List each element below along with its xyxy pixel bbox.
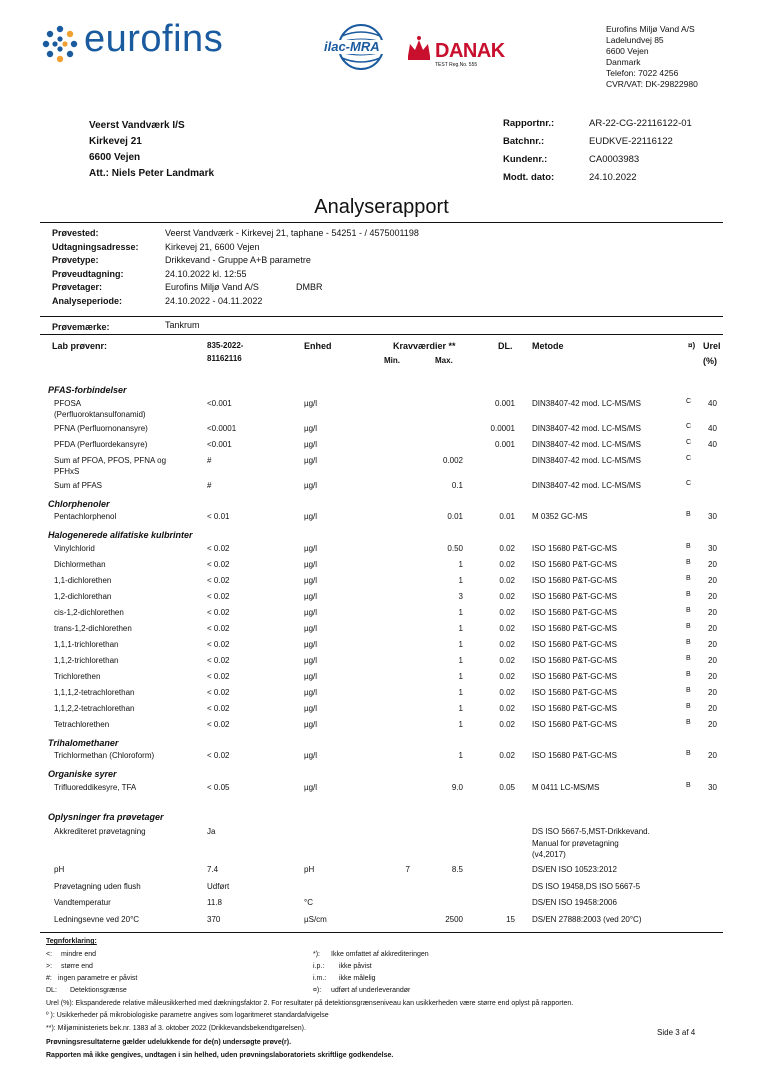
param-dl: 0.02 <box>499 687 515 697</box>
param-result: < 0.02 <box>207 671 230 681</box>
param-result: # <box>207 455 212 465</box>
param-flag: B <box>686 622 691 630</box>
param-urel: 20 <box>708 639 717 649</box>
legend-sym: i.p.: <box>313 963 325 970</box>
param-name: Vinylchlorid <box>54 543 95 553</box>
param-name: cis-1,2-dichlorethen <box>54 607 124 617</box>
param-method: ISO 15680 P&T-GC-MS <box>532 671 617 681</box>
param-flag: B <box>686 542 691 550</box>
sample-mark-label: Prøvemærke: <box>52 322 110 332</box>
param-max: 1 <box>458 703 463 713</box>
col-method: Metode <box>532 341 564 351</box>
param-method: M 0352 GC-MS <box>532 512 588 522</box>
recipient-line: Veerst Vandværk I/S <box>89 120 185 131</box>
param-dl: 0.02 <box>499 639 515 649</box>
param-name: Ledningsevne ved 20°C <box>54 914 140 924</box>
col-sample-no-2: 81162116 <box>207 354 242 363</box>
param-name: 1,1,1-trichlorethan <box>54 639 119 649</box>
param-result: < 0.05 <box>207 783 230 792</box>
report-meta-value: CA0003983 <box>589 154 640 165</box>
param-unit: µg/l <box>304 423 318 433</box>
param-flag: B <box>686 558 691 566</box>
param-result: < 0.02 <box>207 623 230 633</box>
company-address <box>606 24 698 90</box>
param-urel: 20 <box>708 687 717 697</box>
param-name: 1,1,2-trichlorethan <box>54 655 119 665</box>
section-title: Halogenerede alifatiske kulbrinter <box>48 530 193 541</box>
recipient-line: 6600 Vejen <box>89 152 141 163</box>
param-name: Dichlormethan <box>54 559 106 569</box>
company-line: Danmark <box>606 57 641 67</box>
param-dl: 0.02 <box>499 751 515 761</box>
param-max: 8.5 <box>451 865 463 874</box>
danak-reg: TEST Reg.No. 555 <box>435 62 478 68</box>
param-result: 7.4 <box>207 865 219 874</box>
param-flag: B <box>686 511 691 519</box>
param-method: (v4,2017) <box>532 850 566 859</box>
param-method: M 0411 LC-MS/MS <box>532 783 600 792</box>
param-flag: B <box>686 574 691 582</box>
param-name: 1,1,2,2-tetrachlorethan <box>54 703 135 713</box>
recipient-line: Kirkevej 21 <box>89 136 142 147</box>
param-max: 1 <box>458 655 463 665</box>
param-result: < 0.02 <box>207 559 230 569</box>
param-max: 0.002 <box>442 455 463 465</box>
param-unit: µg/l <box>304 687 318 697</box>
divider <box>40 222 723 223</box>
sample-info-label: Analyseperiode: <box>52 295 123 306</box>
legend-note: º ): Usikkerheder på mikrobiologiske parametre angives som logaritmeret standardafvigelse <box>46 1012 329 1019</box>
col-min: Min. <box>384 356 400 365</box>
legend-text: ikke påvist <box>339 963 372 970</box>
param-method: DS/EN ISO 19458:2006 <box>532 898 617 907</box>
param-unit: µg/l <box>304 480 318 490</box>
param-dl: 15 <box>506 914 515 924</box>
param-result: < 0.02 <box>207 607 230 617</box>
legend-text: Detektionsgrænse <box>70 987 127 994</box>
param-unit: µg/l <box>304 455 318 465</box>
legend-sym: <: <box>46 951 53 958</box>
param-unit: µg/l <box>304 398 318 408</box>
param-method: ISO 15680 P&T-GC-MS <box>532 655 617 665</box>
company-line: Telefon: 7022 4256 <box>606 68 679 78</box>
legend-bold-note: Prøvningsresultaterne gælder udelukkende for de(n) undersøgte prøve(r). <box>46 1039 292 1046</box>
param-flag: C <box>686 438 692 446</box>
param-method: DS/EN ISO 10523:2012 <box>532 865 617 874</box>
param-method: ISO 15680 P&T-GC-MS <box>532 703 617 713</box>
param-dl: 0.02 <box>499 591 515 601</box>
param-unit: µS/cm <box>304 914 327 924</box>
eurofins-wordmark: eurofins <box>84 18 224 60</box>
param-method: DIN38407-42 mod. LC-MS/MS <box>532 398 641 408</box>
param-result: < 0.02 <box>207 575 230 585</box>
param-max: 1 <box>458 623 463 633</box>
param-name: Akkrediteret prøvetagning <box>54 827 146 836</box>
param-method: DIN38407-42 mod. LC-MS/MS <box>532 480 641 490</box>
param-flag: B <box>686 638 691 646</box>
sample-info-value: Kirkevej 21, 6600 Vejen <box>165 241 260 252</box>
report-meta-value: AR-22-CG-22116122-01 <box>589 118 692 129</box>
param-urel: 20 <box>708 575 717 585</box>
param-name-2: PFHxS <box>54 466 80 476</box>
report-meta-value: EUDKVE-22116122 <box>589 136 673 147</box>
param-urel: 40 <box>708 439 717 449</box>
param-unit: °C <box>304 898 313 907</box>
param-name: PFOSA <box>54 398 82 408</box>
param-method: ISO 15680 P&T-GC-MS <box>532 687 617 697</box>
legend-text: ikke målelig <box>339 975 376 982</box>
param-flag: B <box>686 654 691 662</box>
param-unit: µg/l <box>304 575 318 585</box>
param-unit: µg/l <box>304 439 318 449</box>
param-method: ISO 15680 P&T-GC-MS <box>532 543 617 553</box>
param-min: 7 <box>405 865 410 874</box>
page-number: Side 3 af 4 <box>657 1028 696 1037</box>
param-max: 9.0 <box>451 783 463 792</box>
param-max: 3 <box>458 591 463 601</box>
param-urel: 20 <box>708 591 717 601</box>
crown-icon <box>405 34 433 62</box>
param-flag: B <box>686 590 691 598</box>
param-name: Pentachlorphenol <box>54 512 117 522</box>
param-dl: 0.02 <box>499 575 515 585</box>
param-flag: B <box>686 750 691 758</box>
param-flag: C <box>686 454 692 462</box>
param-dl: 0.02 <box>499 559 515 569</box>
param-flag: B <box>686 670 691 678</box>
param-name: pH <box>54 865 65 874</box>
col-krav: Kravværdier ** <box>393 341 456 351</box>
legend-sym: *): <box>313 951 320 958</box>
param-flag: C <box>686 479 692 487</box>
param-urel: 20 <box>708 655 717 665</box>
param-method: DS/EN 27888:2003 (ved 20°C) <box>532 914 642 924</box>
param-name: PFNA (Perfluornonansyre) <box>54 423 148 433</box>
param-result: < 0.02 <box>207 703 230 713</box>
param-unit: µg/l <box>304 512 318 522</box>
param-method: DIN38407-42 mod. LC-MS/MS <box>532 439 641 449</box>
legend-sym: >: <box>46 963 53 970</box>
param-unit: µg/l <box>304 671 318 681</box>
section-title: Trihalomethaner <box>48 737 119 748</box>
sample-info-label: Prøvetype: <box>52 255 99 265</box>
col-sample-no: 835-2022- <box>207 341 244 350</box>
param-method: ISO 15680 P&T-GC-MS <box>532 751 617 761</box>
danak-wordmark: DANAK <box>435 40 505 62</box>
param-urel: 30 <box>708 783 717 792</box>
param-result: Udført <box>207 881 230 891</box>
sample-info-value: 24.10.2022 kl. 12:55 <box>165 268 247 279</box>
param-result: Ja <box>207 827 216 836</box>
param-name: Sum af PFOA, PFOS, PFNA og <box>54 455 167 465</box>
param-dl: 0.001 <box>494 398 515 408</box>
eurofins-logo <box>40 18 225 68</box>
sample-info-extra: DMBR <box>296 282 323 292</box>
section-title: PFAS-forbindelser <box>48 385 127 395</box>
param-dl: 0.001 <box>494 439 515 449</box>
param-method: DIN38407-42 mod. LC-MS/MS <box>532 455 641 465</box>
param-result: < 0.02 <box>207 719 230 729</box>
param-result: 11.8 <box>207 898 222 907</box>
report-meta-label: Rapportnr.: <box>503 118 555 129</box>
param-unit: µg/l <box>304 591 318 601</box>
sample-info-label: Udtagningsadresse: <box>52 241 139 252</box>
param-max: 0.01 <box>447 512 463 522</box>
param-name: trans-1,2-dichlorethen <box>54 623 132 633</box>
param-method: DS ISO 19458,DS ISO 5667-5 <box>532 881 641 891</box>
legend-text: ingen parametre er påvist <box>58 975 138 982</box>
sample-mark-value: Tankrum <box>165 320 200 330</box>
param-method: ISO 15680 P&T-GC-MS <box>532 719 617 729</box>
ilac-mra-logo <box>322 22 400 72</box>
param-max: 1 <box>458 671 463 681</box>
legend-text: større end <box>61 963 93 970</box>
param-urel: 20 <box>708 751 717 761</box>
param-max: 1 <box>458 575 463 585</box>
col-urel: Urel <box>703 341 721 351</box>
param-unit: pH <box>304 865 315 874</box>
param-flag: B <box>686 782 691 789</box>
legend-sym: i.m.: <box>313 975 327 982</box>
param-urel: 20 <box>708 559 717 569</box>
param-urel: 30 <box>708 512 717 522</box>
param-name: 1,2-dichlorethan <box>54 591 112 601</box>
param-result: 370 <box>207 914 221 924</box>
sample-info-label: Prøvested: <box>52 228 99 238</box>
param-result: < 0.02 <box>207 591 230 601</box>
param-unit: µg/l <box>304 783 318 792</box>
param-method: ISO 15680 P&T-GC-MS <box>532 623 617 633</box>
company-line: CVR/VAT: DK-29822980 <box>606 79 698 89</box>
legend-bold-note: Rapporten må ikke gengives, undtagen i sin helhed, uden prøvningslaboratoriets skriftlige godkendelse. <box>46 1052 394 1059</box>
sample-info-value: Veerst Vandværk - Kirkevej 21, taphane - 54251 - / 4575001198 <box>165 228 419 238</box>
col-flag: ¤) <box>688 341 696 350</box>
param-method: Manual for prøvetagning <box>532 838 619 848</box>
param-result: < 0.02 <box>207 751 230 761</box>
param-flag: C <box>686 397 692 405</box>
param-name: Vandtemperatur <box>54 898 111 907</box>
legend-text: udført af underleverandør <box>331 987 411 994</box>
param-max: 1 <box>458 607 463 617</box>
section-title: Chlorphenoler <box>48 498 110 509</box>
company-line: 6600 Vejen <box>606 46 649 56</box>
param-result: <0.001 <box>207 398 232 408</box>
danak-logo <box>405 34 515 74</box>
param-unit: µg/l <box>304 751 318 761</box>
param-result: < 0.01 <box>207 512 230 522</box>
param-flag: B <box>686 606 691 614</box>
param-dl: 0.05 <box>499 783 515 792</box>
legend-text: mindre end <box>61 951 97 958</box>
param-result: < 0.02 <box>207 543 230 553</box>
param-name: PFDA (Perfluordekansyre) <box>54 439 148 449</box>
param-flag: B <box>686 702 691 710</box>
ilac-mra-text: ilac-MRA <box>324 39 380 54</box>
param-urel: 20 <box>708 607 717 617</box>
divider <box>40 316 723 317</box>
param-urel: 20 <box>708 623 717 633</box>
legend-note: **): Miljøministeriets bek.nr. 1383 af 3. oktober 2022 (Drikkevandsbekendtgørelsen). <box>46 1025 306 1032</box>
company-line: Ladelundvej 85 <box>606 35 664 45</box>
param-result: < 0.02 <box>207 687 230 697</box>
param-max: 0.50 <box>447 543 463 553</box>
legend-sym: ¤): <box>313 987 322 994</box>
report-meta-label: Kundenr.: <box>503 154 548 165</box>
param-max: 2500 <box>445 914 463 924</box>
param-unit: µg/l <box>304 559 318 569</box>
sample-info-label: Prøveudtagning: <box>52 268 124 279</box>
col-urel-pct: (%) <box>703 356 717 366</box>
param-urel: 20 <box>708 671 717 681</box>
param-method: ISO 15680 P&T-GC-MS <box>532 607 617 617</box>
param-dl: 0.01 <box>499 512 515 522</box>
param-flag: B <box>686 686 691 694</box>
report-meta-label: Modt. dato: <box>503 172 555 183</box>
param-result: <0.0001 <box>207 423 237 433</box>
param-name: Sum af PFAS <box>54 480 103 490</box>
param-dl: 0.02 <box>499 719 515 729</box>
param-method: ISO 15680 P&T-GC-MS <box>532 575 617 585</box>
param-unit: µg/l <box>304 639 318 649</box>
param-max: 0.1 <box>451 480 463 490</box>
param-result: # <box>207 480 212 490</box>
report-title: Analyserapport <box>314 196 449 218</box>
legend-sym: #: <box>46 975 52 982</box>
param-name: Trichlormethan (Chloroform) <box>54 751 155 761</box>
legend-text: Ikke omfattet af akkrediteringen <box>331 951 429 958</box>
legend-sym: DL: <box>46 987 57 994</box>
col-lab: Lab prøvenr: <box>52 341 108 351</box>
param-method: DIN38407-42 mod. LC-MS/MS <box>532 423 641 433</box>
divider <box>40 334 723 335</box>
sample-info-value: Eurofins Miljø Vand A/S <box>165 282 259 292</box>
eurofins-dots-icon <box>40 24 80 64</box>
param-dl: 0.02 <box>499 543 515 553</box>
section-title: Oplysninger fra prøvetager <box>48 812 164 822</box>
param-max: 1 <box>458 559 463 569</box>
param-method: ISO 15680 P&T-GC-MS <box>532 591 617 601</box>
report-meta-value: 24.10.2022 <box>589 172 637 183</box>
param-name: 1,1,1,2-tetrachlorethan <box>54 687 135 697</box>
sample-info-value: Drikkevand - Gruppe A+B parametre <box>165 255 311 265</box>
param-name: Tetrachlorethen <box>54 719 110 729</box>
param-dl: 0.02 <box>499 703 515 713</box>
param-max: 1 <box>458 751 463 761</box>
param-max: 1 <box>458 687 463 697</box>
param-max: 1 <box>458 719 463 729</box>
param-urel: 40 <box>708 423 717 433</box>
param-dl: 0.02 <box>499 607 515 617</box>
param-name: Prøvetagning uden flush <box>54 881 141 891</box>
param-name-2: (Perfluoroktansulfonamid) <box>54 409 146 419</box>
param-dl: 0.02 <box>499 655 515 665</box>
param-unit: µg/l <box>304 703 318 713</box>
col-max: Max. <box>435 356 453 365</box>
recipient-line: Att.: Niels Peter Landmark <box>89 168 215 179</box>
param-urel: 20 <box>708 719 717 729</box>
param-result: <0.001 <box>207 439 232 449</box>
col-unit: Enhed <box>304 341 332 351</box>
col-dl: DL. <box>498 341 513 351</box>
param-name: Trifluoreddikesyre, TFA <box>54 783 137 792</box>
param-unit: µg/l <box>304 543 318 553</box>
param-result: < 0.02 <box>207 655 230 665</box>
param-max: 1 <box>458 639 463 649</box>
param-unit: µg/l <box>304 623 318 633</box>
company-line: Eurofins Miljø Vand A/S <box>606 24 695 34</box>
param-name: 1,1-dichlorethen <box>54 575 112 585</box>
param-unit: µg/l <box>304 607 318 617</box>
param-urel: 40 <box>708 398 717 408</box>
legend-title: Tegnforklaring: <box>46 938 97 945</box>
param-urel: 30 <box>708 543 717 553</box>
legend-note: Urel (%): Ekspanderede relative måleusikkerhed med dækningsfaktor 2. For resultater på detektionsgrænseniveau kan usikkerheden være større end oplyst på rapporten. <box>46 1000 574 1007</box>
param-name: Trichlorethen <box>54 671 101 681</box>
param-method: ISO 15680 P&T-GC-MS <box>532 559 617 569</box>
param-method: ISO 15680 P&T-GC-MS <box>532 639 617 649</box>
param-dl: 0.02 <box>499 671 515 681</box>
divider <box>40 932 723 933</box>
recipient-address <box>89 118 214 182</box>
sample-info-value: 24.10.2022 - 04.11.2022 <box>165 295 263 306</box>
param-result: < 0.02 <box>207 639 230 649</box>
param-flag: C <box>686 422 692 430</box>
report-meta-label: Batchnr.: <box>503 136 545 147</box>
param-method: DS ISO 5667-5,MST-Drikkevand. <box>532 827 650 836</box>
param-dl: 0.02 <box>499 623 515 633</box>
param-dl: 0.0001 <box>490 423 515 433</box>
param-flag: B <box>686 718 691 726</box>
param-urel: 20 <box>708 703 717 713</box>
section-title: Organiske syrer <box>48 769 117 780</box>
param-unit: µg/l <box>304 655 318 665</box>
param-unit: µg/l <box>304 719 318 729</box>
sample-info-label: Prøvetager: <box>52 282 103 292</box>
